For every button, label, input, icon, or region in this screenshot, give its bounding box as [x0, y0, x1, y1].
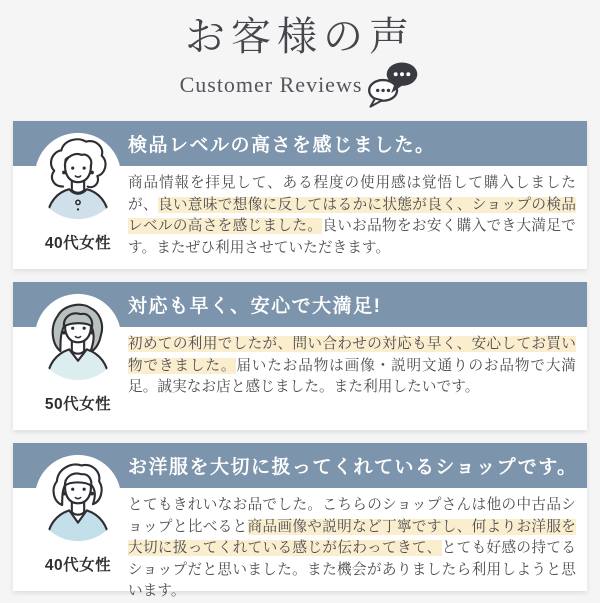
reviewer-label: 40代女性 — [44, 557, 112, 574]
review-text-segment: 商品画像や説明など丁寧ですし、何よりお洋服を大切に扱ってくれている感じが伝わってきて、 — [128, 518, 576, 557]
review-heading: 検品レベルの高さを感じました。 — [128, 135, 436, 156]
page-subtitle-row — [0, 60, 600, 106]
review-heading: お洋服を大切に扱ってくれているショップです。 — [128, 457, 578, 478]
review-card — [13, 121, 587, 269]
reviewer-label: 50代女性 — [44, 396, 112, 413]
review-text-segment: 商品情報を拝見して、ある程度の使用感は覚悟して購入しましたが、 — [128, 175, 576, 213]
review-text — [128, 173, 576, 259]
review-text-segment: とてもきれいなお品でした。こちらのショップさんは他の中古品ショップと比べると — [128, 497, 576, 535]
review-text-segment: とても好感の持てるショップだと思いました。また機会がありましたら利用しようと思います。 — [128, 540, 576, 600]
review-text-segment: 初めての利用でしたが、問い合わせの対応も早く、安心してお買い物できました。 — [128, 336, 576, 374]
review-card — [13, 443, 587, 600]
chat-bubbles-icon — [366, 60, 420, 110]
reviewer-label: 40代女性 — [44, 235, 112, 252]
avatar — [34, 293, 122, 381]
review-text-segment: 届いたお品物は画像・説明文通りのお品物で大満足。誠実なお店と感じました。また利用したいです。 — [128, 357, 576, 396]
woman-40s-short-hair-avatar — [34, 454, 122, 542]
review-card — [13, 282, 587, 430]
page-header — [0, 0, 600, 121]
review-text — [128, 334, 576, 399]
woman-50s-gray-bob-avatar — [34, 293, 122, 381]
avatar — [34, 454, 122, 542]
page-title: お客様の声 — [185, 14, 415, 59]
review-text-segment: 良いお品物をお安く購入でき大満足です。またぜひ利用させていただきます。 — [128, 218, 577, 256]
woman-40s-curly-hair-avatar — [34, 132, 122, 220]
review-text — [128, 495, 576, 603]
avatar — [34, 132, 122, 220]
page-subtitle: Customer Reviews — [179, 72, 363, 97]
review-text-segment: 良い意味で想像に反してはるかに状態が良く、ショップの検品レベルの高さを感じました。 — [128, 196, 577, 235]
review-heading: 対応も早く、安心で大満足! — [128, 296, 382, 317]
